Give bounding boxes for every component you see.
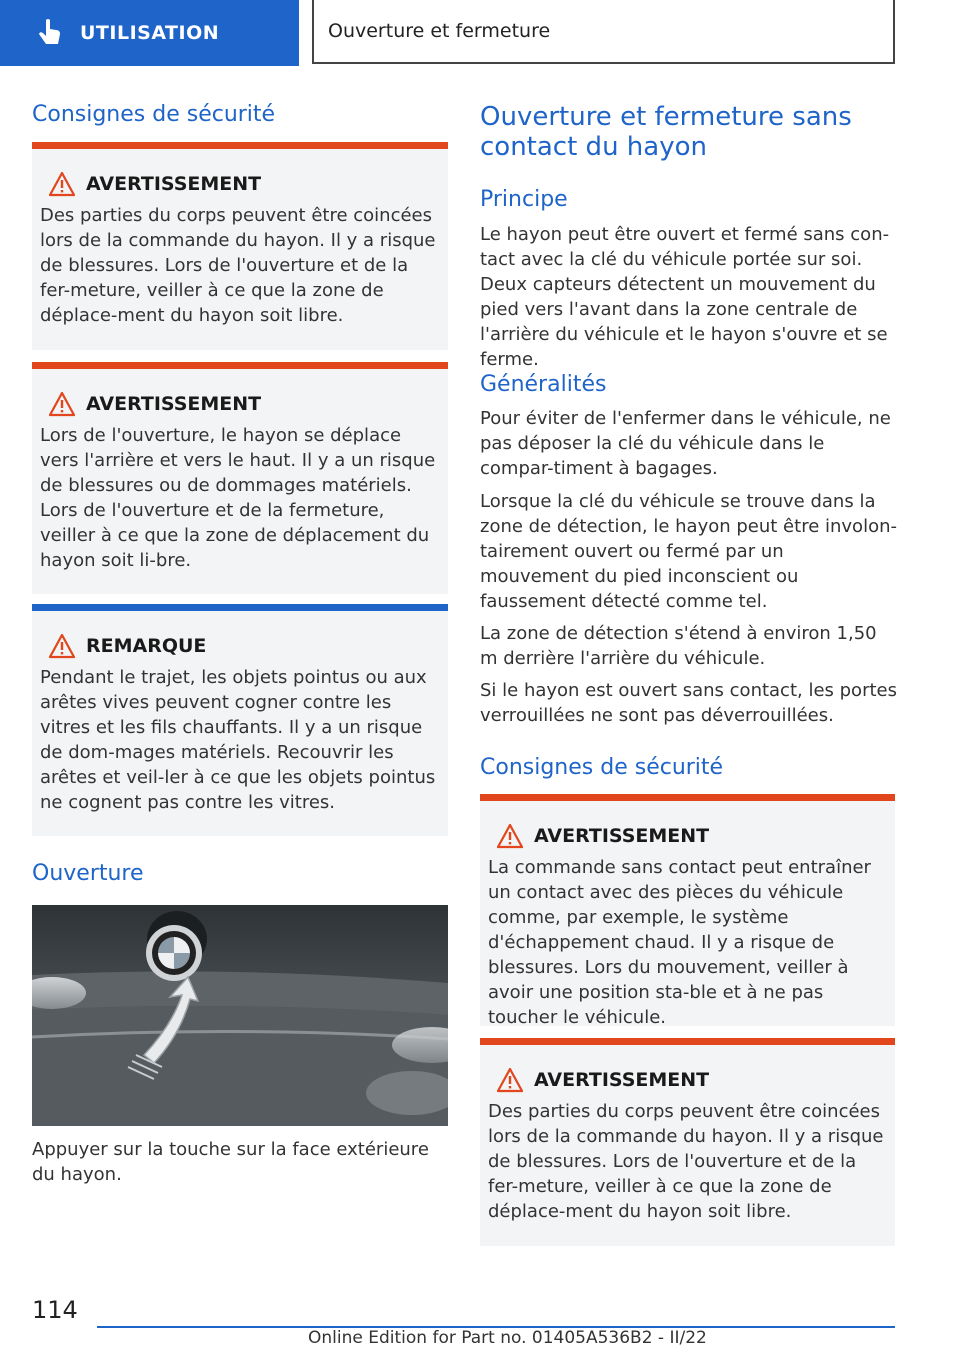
principle-text: Le hayon peut être ouvert et fermé sans con-tact avec la clé du véhicule portée sur soi. Deux capteurs détectent un mouvement du pied vers l'avant dans la zone centrale de l'arrière du véhicule et le hayon s'ouvre et se ferme.	[480, 224, 890, 370]
safety-heading-right: Consignes de sécurité	[480, 755, 724, 780]
warning-title: AVERTISSEMENT	[86, 393, 262, 415]
section-tab[interactable]	[0, 0, 299, 66]
photo-caption: Appuyer sur la touche sur la face extérieure du hayon.	[32, 1139, 429, 1185]
note-box	[32, 604, 448, 836]
general-paragraph-2: Lorsque la clé du véhicule se trouve dans la zone de détection, le hayon peut être involon-tairement ouvert ou fermé par un mouvement du pied inconscient ou faussement détecté comme tel.	[480, 491, 897, 612]
warning-box-1	[32, 142, 448, 350]
edition-text: Online Edition for Part no. 01405A536B2 - II/22	[308, 1328, 707, 1348]
warning-text: Des parties du corps peuvent être coincées lors de la commande du hayon. Il y a risque de blessures. Lors de l'ouverture et de la fer-meture, veiller à ce que la zone de déplace-ment du hayon soit libre.	[488, 1101, 884, 1222]
warning-text: Des parties du corps peuvent être coincées lors de la commande du hayon. Il y a risque de blessures. Lors de l'ouverture et de la fer-meture, veiller à ce que la zone de déplace-ment du hayon soit libre.	[40, 205, 436, 326]
general-paragraph-3: La zone de détection s'étend à environ 1,50 m derrière l'arrière du véhicule.	[480, 623, 877, 669]
warning-title: AVERTISSEMENT	[534, 825, 710, 847]
note-text: Pendant le trajet, les objets pointus ou aux arêtes vives peuvent cogner contre les vitres et les fils chauffants. Il y a un risque de dom-mages matériels. Recouvrir les arêtes et veil-ler à ce que les objets pointus ne cognent pas contre les vitres.	[40, 667, 436, 813]
warning-box-2	[32, 362, 448, 594]
principle-heading: Principe	[480, 187, 568, 212]
note-title: REMARQUE	[86, 635, 207, 657]
page-number: 114	[32, 1296, 78, 1324]
general-paragraph-4: Si le hayon est ouvert sans contact, les portes verrouillées ne sont pas déverrouillées.	[480, 680, 897, 726]
warning-triangle-icon	[496, 1067, 524, 1093]
page-title: Ouverture et fermeture	[312, 0, 895, 64]
general-paragraph-1: Pour éviter de l'enfermer dans le véhicule, ne pas déposer la clé du véhicule dans le compar-timent à bagages.	[480, 408, 891, 479]
warning-title: AVERTISSEMENT	[534, 1069, 710, 1091]
hand-pointer-icon	[32, 16, 66, 50]
warning-box-4	[480, 1038, 895, 1246]
general-heading: Généralités	[480, 372, 607, 397]
warning-triangle-icon	[48, 633, 76, 659]
warning-text: Lors de l'ouverture, le hayon se déplace vers l'arrière et vers le haut. Il y a un risque de blessures ou de dommages matériels. Lors de l'ouverture et de la fermeture, veiller à ce que la zone de déplacement du hayon soit li-bre.	[40, 425, 436, 571]
safety-heading-left: Consignes de sécurité	[32, 102, 276, 127]
tailgate-photo	[32, 905, 448, 1126]
warning-triangle-icon	[48, 391, 76, 417]
warning-box-3	[480, 794, 895, 1026]
main-heading: Ouverture et fermeture sans contact du hayon	[480, 102, 852, 162]
warning-text: La commande sans contact peut entraîner un contact avec des pièces du véhicule comme, par exemple, le système d'échappement chaud. Il y a risque de blessures. Lors du mouvement, veiller à avoir une position sta-ble et à ne pas toucher le véhicule.	[488, 857, 871, 1028]
section-label: UTILISATION	[80, 22, 220, 44]
warning-triangle-icon	[48, 171, 76, 197]
warning-title: AVERTISSEMENT	[86, 173, 262, 195]
warning-triangle-icon	[496, 823, 524, 849]
opening-heading: Ouverture	[32, 861, 144, 886]
